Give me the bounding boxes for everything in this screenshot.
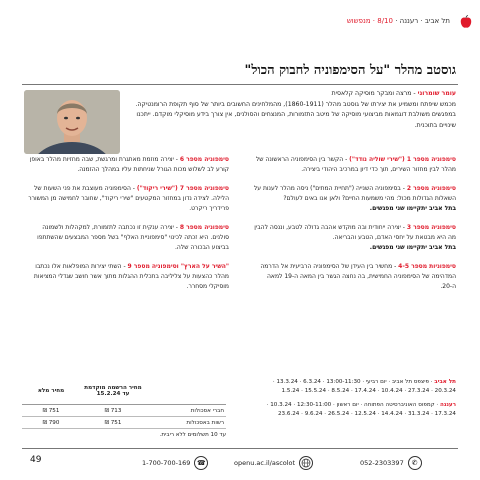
whatsapp-contact[interactable] xyxy=(360,456,422,470)
lecture-text: - הסימפוניה מעוצבת את פני השעות של הלילה. לצידה נדון במחזור המקטעים "שירי ריקוד", שחובר לחמישה מן המשורר פרידריך ריקרט. xyxy=(28,185,229,212)
running-header-prefix: תל אביב · רעננה · xyxy=(395,17,450,25)
price-header-cell: מחיר מלא xyxy=(37,388,65,394)
price-row-label: חברי אסכולות xyxy=(190,407,224,414)
lecture-label: סימפוניה מספר 2 xyxy=(406,185,456,192)
lecturer-role: - מרצה ומבקר מוסיקה קלאסית xyxy=(331,90,418,97)
lecture-text: - יצירה ענקית זו נכתבה לתזמורת, למקהלות ולשמונה סולנים. היא זכתה לכינוי "סימפוניית האלף" בשל מספר המבצעים שהשתתפו בביצוע הבכורה שלה. xyxy=(37,224,229,251)
schedule-city: תל אביב xyxy=(434,379,456,385)
lecture-label: סימפוניה מספר 7 ("שירי ריקוד") xyxy=(136,185,229,192)
title-divider xyxy=(22,84,458,85)
lecture-label: סימפוניות מספר 4-5 xyxy=(398,263,456,270)
price-full: 790 ₪ xyxy=(42,419,60,426)
phone-icon: ☎ xyxy=(194,456,208,470)
table-row xyxy=(22,417,226,429)
lecture-text: - הקשר בין הסימפוניה הראשונה של מהלר לבין מחזור השירים, תוך כדי דיון במרכיב היהודי ביצירה. xyxy=(255,156,456,173)
lecturer-bio-text: מכמש שיפתח ומשמיע את יצירתו של גוסטב מהלר (1860-1911), מהמלחינים החשובים ביותר של סוף תקופת הרומנטיקה. במפגשים משולבת דוגמאות מביצועי מוסיקה של מיטב התזמורות, המנצחים והסולנים, אין צורך בידע מוסיקלי מוקדם. ייתכנו שינויים בתוכנית. xyxy=(135,100,456,129)
phone-contact[interactable] xyxy=(142,456,208,470)
website-url: openu.ac.il/ascolot xyxy=(234,459,296,467)
price-early: 713 ₪ xyxy=(104,407,122,414)
lecture-text: - יצירה מוזמת מאתגרת ומרגשת, שבה מחזיות מהלר באופן קורע לב לשלוש מכות הגורל שניחתות עליו במהלך ההזמנה. xyxy=(29,156,229,173)
lecture-list-right xyxy=(251,155,456,301)
lecture-text: - יצירה ייחודית ובה מוקדש אהבה גדולה לטבע, וננסה להבין מה היא מבטאת על יחסי האדם, הטבע והבריאה. xyxy=(254,224,456,241)
lecture-item xyxy=(251,223,456,253)
footer-divider xyxy=(22,448,458,449)
running-header xyxy=(0,14,480,34)
payments-note: עד 10 תשלומים ללא ריבית. xyxy=(159,432,226,438)
price-table-header xyxy=(22,378,226,405)
schedule-text: · פיצפס תל אביב · יום רביעי · 13:00-11:30 · 6.3.24 · 13.3.24 · 20.3.24 · 27.3.24 · 10.4.24 · 17.4.24 · 8.5.24 · 15.5.24 · 1.5.24 xyxy=(272,379,456,394)
whatsapp-icon: ✆ xyxy=(408,456,422,470)
table-row xyxy=(22,405,226,417)
lecture-emphasis: בתל אביב יתקיימו שני מפגשים. xyxy=(369,205,456,212)
globe-icon xyxy=(299,456,313,470)
schedule-entry xyxy=(256,378,456,396)
whatsapp-number: 052-2303397 xyxy=(360,459,404,467)
phone-number: 1-700-700-169 xyxy=(142,459,191,467)
lecture-item xyxy=(251,262,456,292)
lecture-item xyxy=(24,155,229,175)
page-title: גוסטב מהלר "על הסימפוניה לחבוק הכול" xyxy=(244,63,456,78)
lecturer-name: עומר שומרוני xyxy=(417,90,456,97)
schedule-city: רעננה xyxy=(439,402,456,408)
lecture-label: סימפוניה מספר 6 xyxy=(179,156,229,163)
lecturer-photo xyxy=(24,90,120,154)
website-link[interactable] xyxy=(234,456,313,470)
lecture-label: "השיר על הארץ" וסימפוניה מספר 9 xyxy=(127,263,229,270)
price-row-label: רשות באסכולות xyxy=(186,419,224,426)
lecture-label: סימפוניה מספר 8 xyxy=(179,224,229,231)
schedule-entry xyxy=(256,401,456,419)
lecture-emphasis: בתל אביב יתקיימו שני מפגשים. xyxy=(369,244,456,251)
schedule-block xyxy=(256,378,456,419)
schedule-text: · קמפוס האוניברסיטה הפתוחה · יום ראשון · 12:30-11:00 · 10.3.24 · 17.3.24 · 31.3.24 · 14.4.24 · 12.5.24 · 26.5.24 · 9.6.24 · 23.6.24 xyxy=(266,402,456,417)
lecture-list-left xyxy=(24,155,229,301)
lecture-text: - השתי יצירות המופלאות אלו נכתבו מהלר כהצעות על צליליבה בתכלית ההגלות מתוך אשר חושב שגדלי המציאות מוסיקלי מסחרר. xyxy=(33,263,229,290)
lecture-item xyxy=(24,184,229,214)
price-early: 751 ₪ xyxy=(104,419,122,426)
lecture-text: - בסימפוניה השנייה ("תחיית המתים") ניסה מהלר לענות על השאלות הגדולות מכול: מהי משמעות החיים? ולאן אנו באים לעולם? xyxy=(253,185,456,202)
lecture-item xyxy=(251,155,456,175)
price-table xyxy=(22,378,226,438)
lecture-text: - מחשיר בין העידן של הסימפוניה הרביעית אל הדרמה המדהימה של הסימפוניה החמישית, בה נחצה הגשר בין המאה ה-19 למאה ה-20. xyxy=(260,263,456,290)
lecture-item xyxy=(24,262,229,292)
lecture-item xyxy=(24,223,229,253)
apple-logo-icon xyxy=(460,14,472,28)
lecturer-bio xyxy=(128,89,456,131)
running-header-highlight: 8/10 · מנפשוש xyxy=(346,17,393,25)
lecture-item xyxy=(251,184,456,214)
lecture-label: סימפוניה מספר 1 ("שירי שוליה נודד") xyxy=(349,156,456,163)
price-full: 751 ₪ xyxy=(42,407,60,414)
footer xyxy=(22,455,458,473)
page-number: 49 xyxy=(30,455,42,465)
lecture-label: סימפוניה מספר 3 xyxy=(406,224,456,231)
price-header-cell: מחיר הרשמה מוקדמת עד 15.2.24 xyxy=(84,385,142,397)
running-header-text xyxy=(347,17,450,25)
